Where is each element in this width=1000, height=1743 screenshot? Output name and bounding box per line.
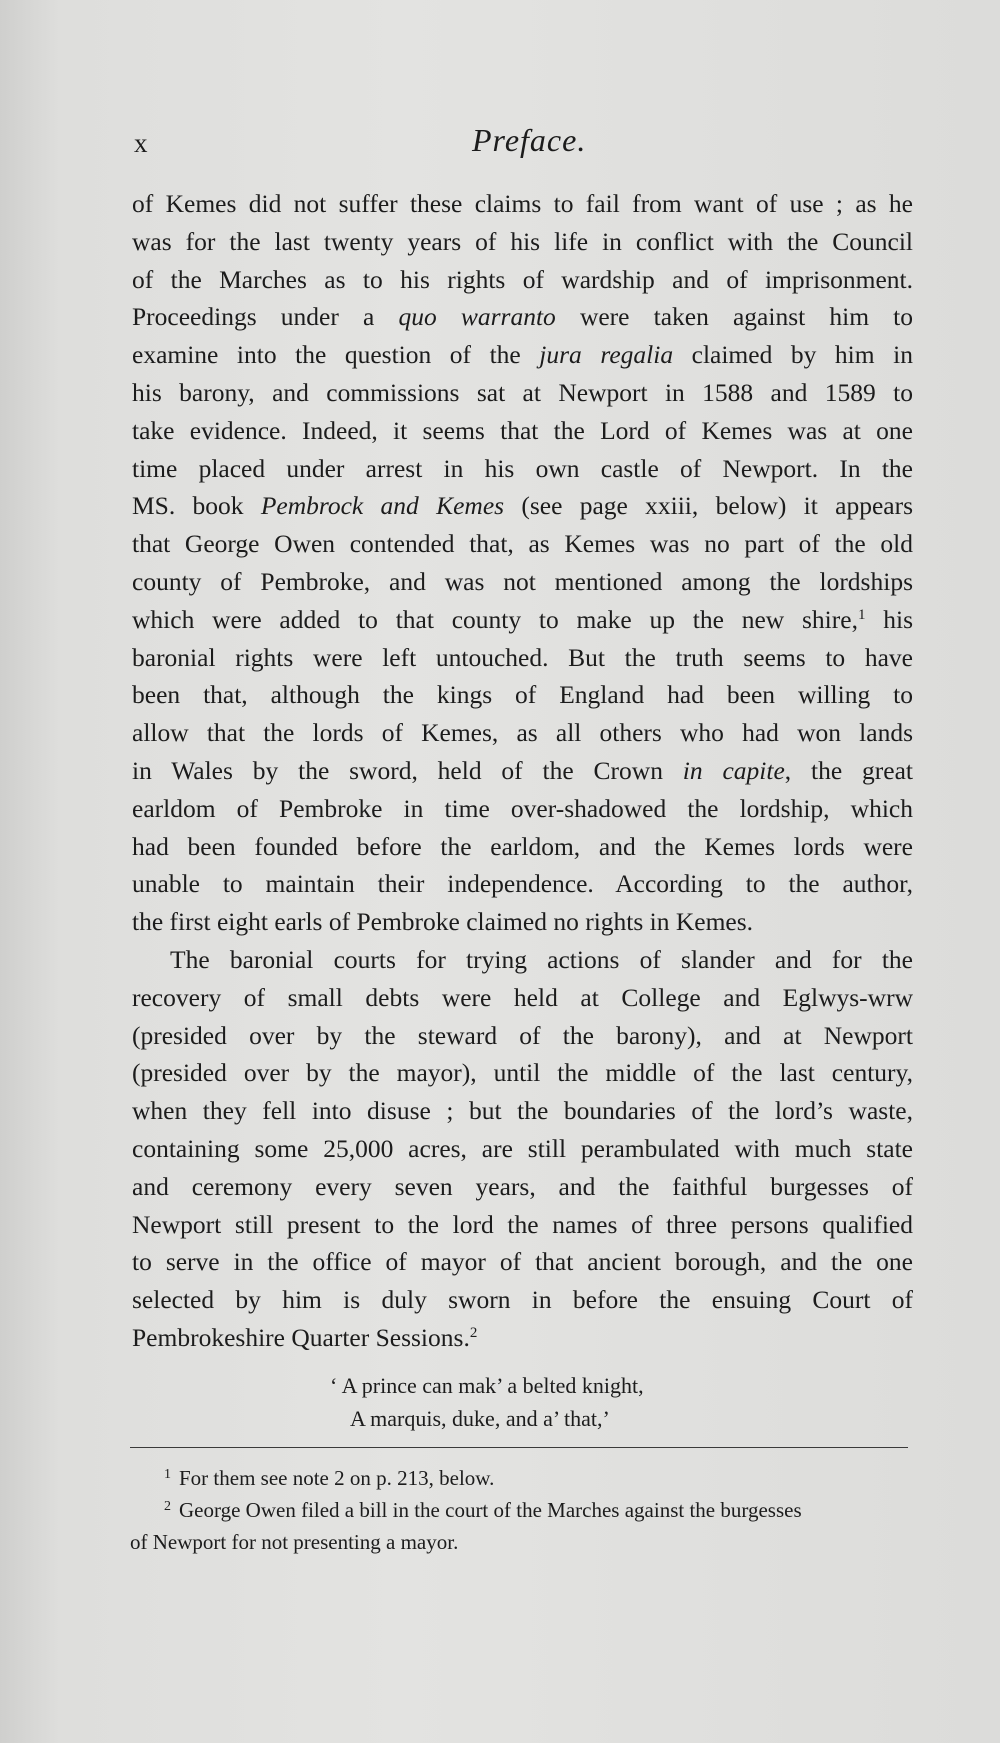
text-line: examine into the question of the jura regalia claimed by him in xyxy=(132,340,913,370)
text-line: his barony, and commissions sat at Newport in 1588 and 1589 to xyxy=(132,377,913,407)
text-line: to serve in the office of mayor of that ancient borough, and the one xyxy=(132,1247,913,1277)
page-header xyxy=(134,122,914,168)
text-line: time placed under arrest in his own castle of Newport. In the xyxy=(132,453,913,483)
verse-line: ‘ A prince can mak’ a belted knight, xyxy=(330,1373,644,1398)
text-line: Pembrokeshire Quarter Sessions.$^2$ xyxy=(132,1322,478,1352)
text-line: The baronial courts for trying actions of slander and for the xyxy=(170,944,913,974)
body-text xyxy=(132,185,913,1357)
text-line: Proceedings under a quo warranto were taken against him to xyxy=(132,302,914,332)
text-line: (presided over by the steward of the barony), and at Newport xyxy=(132,1020,913,1050)
text-line: MS. book Pembrock and Kemes (see page xxiii, below) it appears xyxy=(132,491,913,521)
italic-term: in capite xyxy=(682,755,785,785)
text-line: that George Owen contended that, as Kemes was no part of the old xyxy=(132,529,913,559)
text-line: earldom of Pembroke in time over-shadowed the lordship, which xyxy=(132,793,913,823)
text-line: recovery of small debts were held at College and Eglwys-wrw xyxy=(132,982,913,1012)
text-line: take evidence. Indeed, it seems that the Lord of Kemes was at one xyxy=(132,415,913,445)
italic-term: jura regalia xyxy=(539,340,674,370)
verse-line: A marquis, duke, and a’ that,’ xyxy=(350,1406,610,1431)
text-line: (presided over by the mayor), until the middle of the last century, xyxy=(132,1058,913,1088)
running-title: Preface. xyxy=(472,122,587,158)
verse-quotation xyxy=(330,1369,644,1435)
footnote-ref: 1 xyxy=(857,606,866,623)
footnote-2-continued: of Newport for not presenting a mayor. xyxy=(130,1530,459,1554)
text-line: which were added to that county to make up the new shire,$^1$ his xyxy=(132,604,913,634)
text-line: the first eight earls of Pembroke claimed no rights in Kemes. xyxy=(132,907,754,937)
footnotes xyxy=(130,1462,910,1558)
text-line: and ceremony every seven years, and the faithful burgesses of xyxy=(132,1171,913,1201)
page-number: x xyxy=(134,128,149,158)
text-line: in Wales by the sword, held of the Crown in capite, the great xyxy=(132,755,913,785)
text-line: was for the last twenty years of his life in conflict with the Council xyxy=(132,226,913,256)
text-line: selected by him is duly sworn in before the ensuing Court of xyxy=(132,1285,913,1315)
footnote-divider xyxy=(130,1447,908,1448)
text-line: when they fell into disuse ; but the boundaries of the lord’s waste, xyxy=(132,1096,913,1126)
footnote-number: 2 xyxy=(164,1499,171,1514)
text-line: containing some 25,000 acres, are still perambulated with much state xyxy=(132,1133,913,1163)
text-line: county of Pembroke, and was not mentioned among the lordships xyxy=(132,566,913,596)
text-line: been that, although the kings of England had been willing to xyxy=(132,680,913,710)
footnote-2: $^2$ George Owen filed a bill in the court of the Marches against the burgesses xyxy=(164,1498,802,1522)
text-line: had been founded before the earldom, and the Kemes lords were xyxy=(132,831,913,861)
footnote-ref: 2 xyxy=(469,1324,478,1341)
text-line: Newport still present to the lord the names of three persons qualified xyxy=(132,1209,913,1239)
text-line: allow that the lords of Kemes, as all others who had won lands xyxy=(132,718,913,748)
text-line: of Kemes did not suffer these claims to fail from want of use ; as he xyxy=(132,189,913,218)
italic-title: Pembrock and Kemes xyxy=(260,491,505,521)
text-line: baronial rights were left untouched. But the truth seems to have xyxy=(132,642,913,672)
italic-term: quo warranto xyxy=(398,302,556,332)
footnote-number: 1 xyxy=(164,1467,171,1482)
footnote-1: $^1$ For them see note 2 on p. 213, below. xyxy=(164,1466,495,1490)
text-line: of the Marches as to his rights of wardship and of imprisonment. xyxy=(132,264,913,294)
text-line: unable to maintain their independence. According to the author, xyxy=(132,869,913,899)
